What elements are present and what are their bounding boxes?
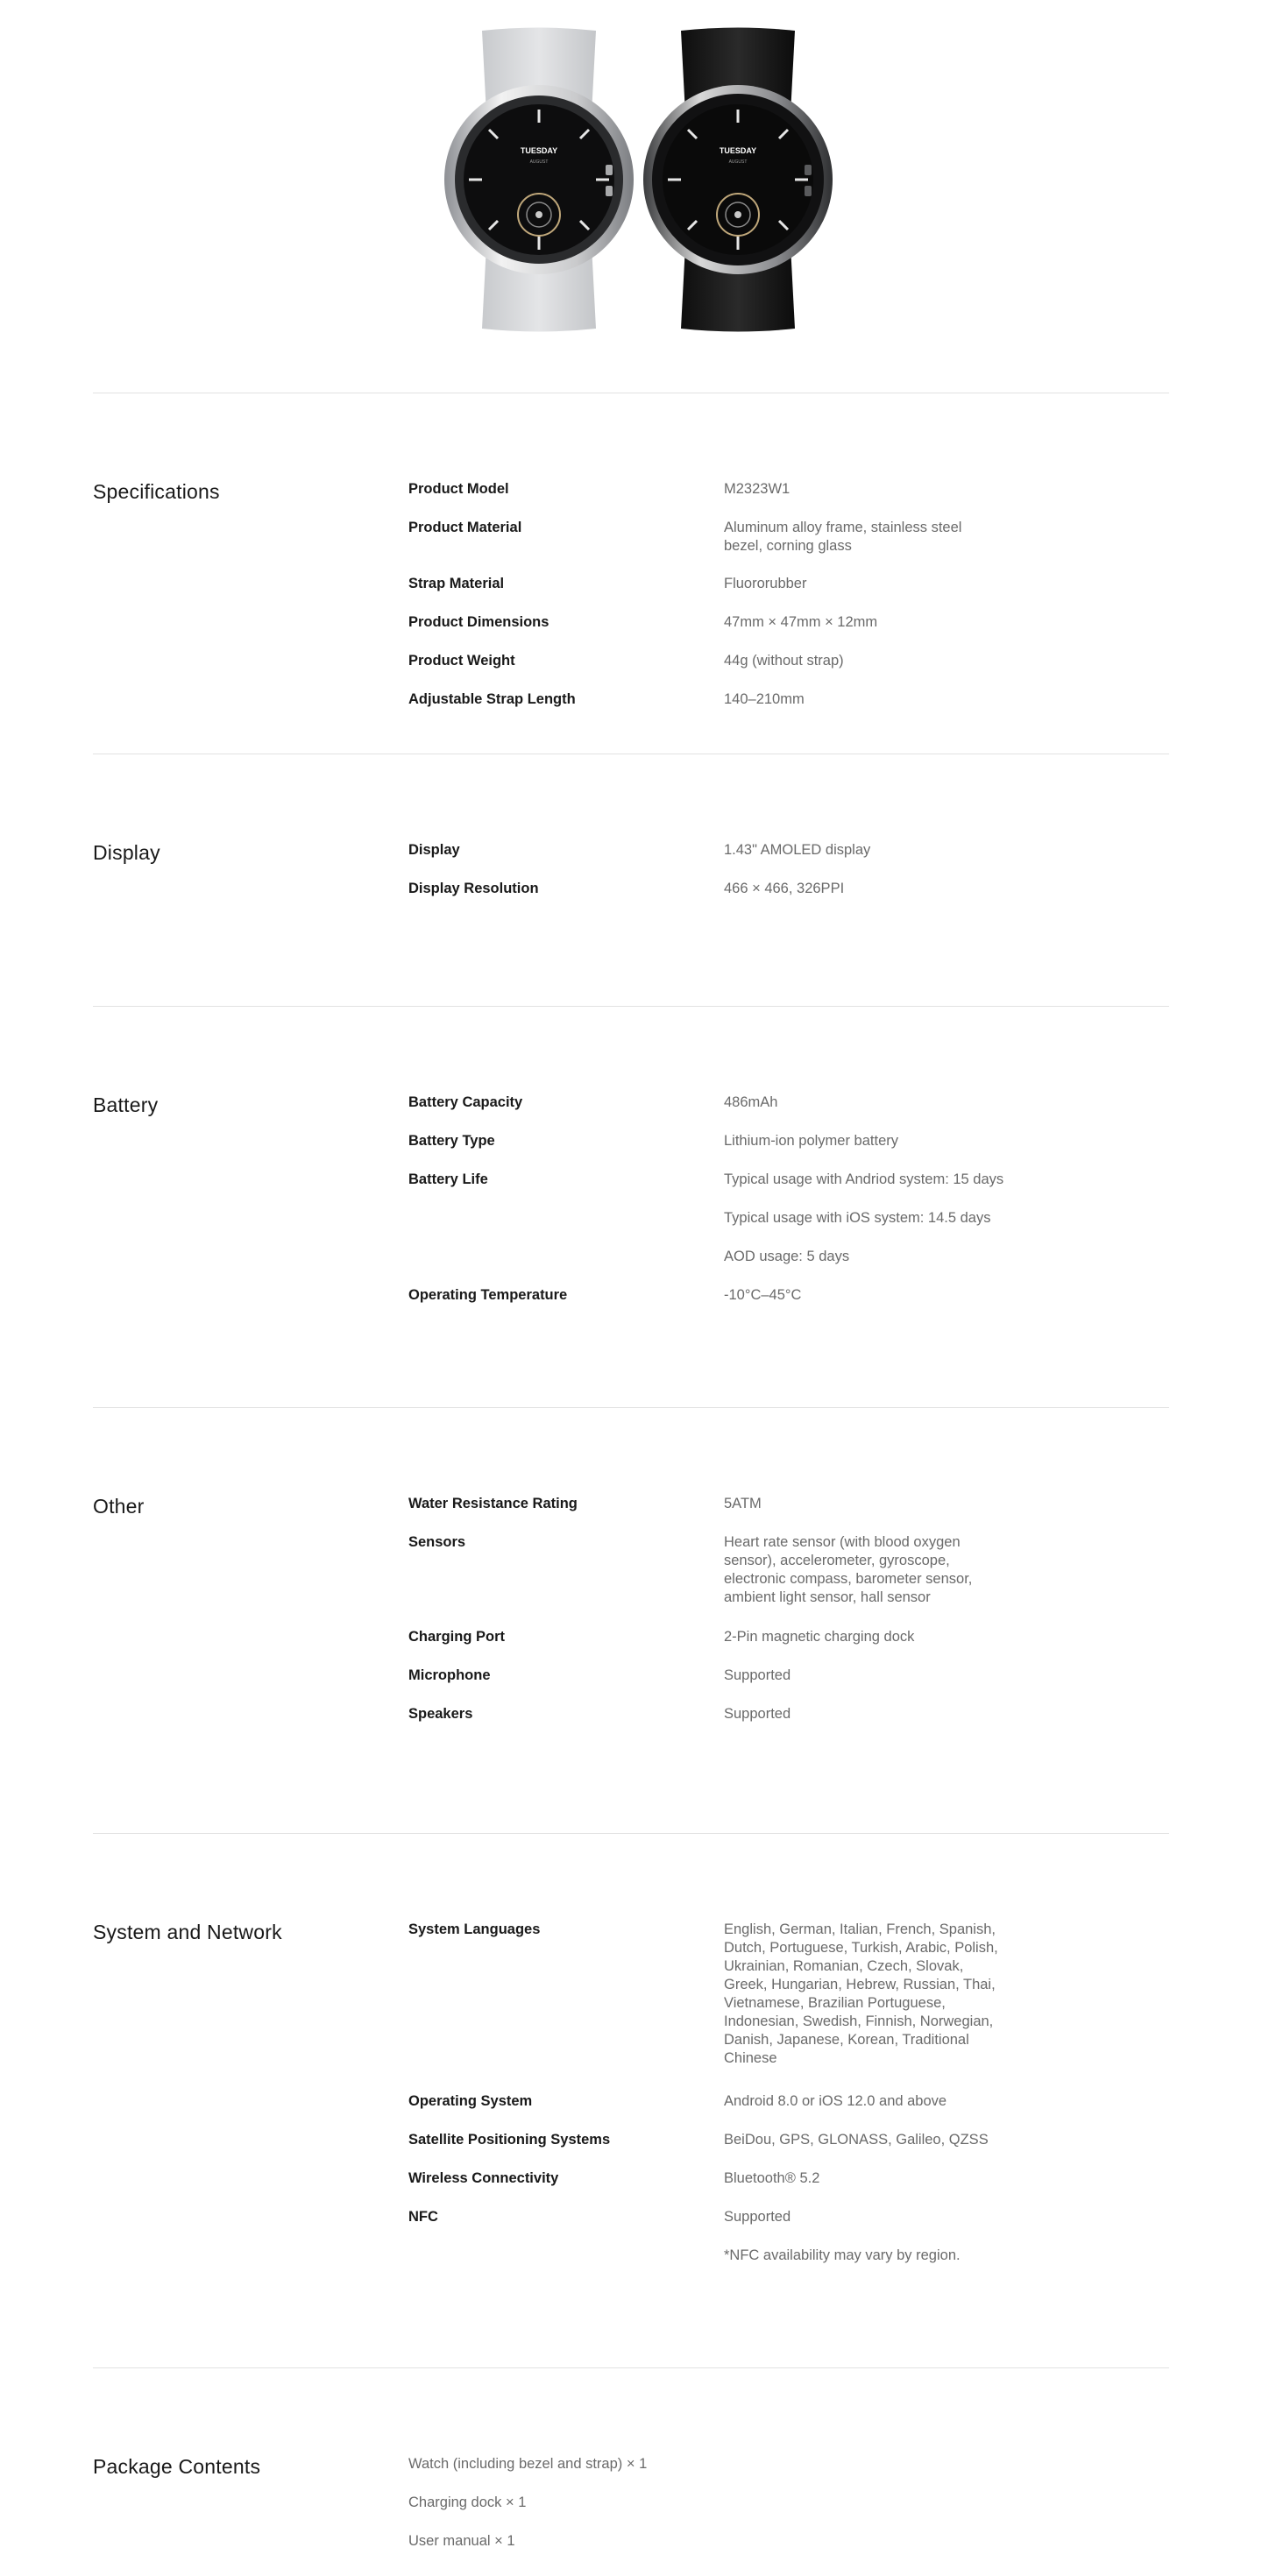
watch-month-text: AUGUST bbox=[728, 159, 748, 165]
spec-value: Bluetooth® 5.2 bbox=[724, 2170, 820, 2186]
spec-label: Display Resolution bbox=[408, 881, 539, 896]
spec-value: Supported bbox=[724, 2209, 791, 2225]
spec-label: Charging Port bbox=[408, 1629, 505, 1645]
spec-value: Typical usage with Andriod system: 15 days bbox=[724, 1171, 1004, 1187]
spec-label: Speakers bbox=[408, 1706, 473, 1722]
spec-value: Typical usage with iOS system: 14.5 days bbox=[724, 1210, 991, 1226]
spec-label: Adjustable Strap Length bbox=[408, 691, 576, 707]
spec-label: Satellite Positioning Systems bbox=[408, 2132, 611, 2148]
watch-day-text: TUESDAY bbox=[520, 146, 558, 155]
spec-value: BeiDou, GPS, GLONASS, Galileo, QZSS bbox=[724, 2132, 989, 2148]
spec-value: 140–210mm bbox=[724, 691, 805, 707]
spec-label: Wireless Connectivity bbox=[408, 2170, 559, 2186]
spec-value: -10°C–45°C bbox=[724, 1287, 802, 1303]
spec-value: English, German, Italian, French, Spanish, Dutch, Portuguese, Turkish, Arabic, Polish, Ukrainian, Romanian, Czech, Slovak, Greek, Hungarian, Hebrew, Russian, Thai, Vietnamese, Brazilian Portuguese, Indonesian, Swedish, Finnish, Norwegian, Danish, Japanese, Korean, Traditional Chinese bbox=[724, 1921, 998, 2066]
spec-label: Display bbox=[408, 842, 460, 858]
spec-value: Lithium-ion polymer battery bbox=[724, 1133, 898, 1149]
spec-value: AOD usage: 5 days bbox=[724, 1249, 850, 1264]
spec-label: NFC bbox=[408, 2209, 438, 2225]
spec-label: System Languages bbox=[408, 1921, 541, 1937]
package-item: Charging dock × 1 bbox=[408, 2495, 527, 2510]
section-divider bbox=[93, 1833, 1169, 1834]
spec-value: 466 × 466, 326PPI bbox=[724, 881, 845, 896]
spec-value: M2323W1 bbox=[724, 481, 791, 497]
black-watch-image bbox=[633, 26, 843, 333]
spec-value: 1.43" AMOLED display bbox=[724, 842, 871, 858]
spec-value: 47mm × 47mm × 12mm bbox=[724, 614, 878, 630]
spec-label: Battery Capacity bbox=[408, 1094, 523, 1110]
watch-day-text: TUESDAY bbox=[719, 146, 757, 155]
section-title: Specifications bbox=[93, 480, 220, 503]
spec-label: Product Model bbox=[408, 481, 509, 497]
spec-label: Product Material bbox=[408, 520, 522, 535]
section-divider bbox=[93, 2367, 1169, 2368]
section-divider bbox=[93, 1407, 1169, 1408]
section-title: Other bbox=[93, 1495, 145, 1518]
spec-value: 486mAh bbox=[724, 1094, 778, 1110]
package-item: User manual × 1 bbox=[408, 2533, 515, 2549]
spec-value: 44g (without strap) bbox=[724, 653, 844, 669]
spec-value: Supported bbox=[724, 1706, 791, 1722]
spec-label: Operating System bbox=[408, 2093, 533, 2109]
spec-value: Aluminum alloy frame, stainless steel bezel, corning glass bbox=[724, 520, 962, 554]
spec-value: Supported bbox=[724, 1667, 791, 1683]
watch-month-text: AUGUST bbox=[529, 159, 549, 165]
product-hero bbox=[0, 0, 1262, 394]
spec-value: Heart rate sensor (with blood oxygen sensor), accelerometer, gyroscope, electronic compass, barometer sensor, ambient light sensor, hall sensor bbox=[724, 1534, 973, 1605]
nfc-note: *NFC availability may vary by region. bbox=[724, 2247, 961, 2263]
spec-label: Sensors bbox=[408, 1534, 466, 1550]
section-title: Display bbox=[93, 841, 160, 864]
spec-label: Product Dimensions bbox=[408, 614, 549, 630]
spec-value: 2-Pin magnetic charging dock bbox=[724, 1629, 915, 1645]
spec-label: Battery Life bbox=[408, 1171, 488, 1187]
spec-label: Product Weight bbox=[408, 653, 515, 669]
spec-label: Operating Temperature bbox=[408, 1287, 568, 1303]
section-title: System and Network bbox=[93, 1921, 282, 1943]
spec-value: 5ATM bbox=[724, 1496, 762, 1511]
section-divider bbox=[93, 1006, 1169, 1007]
spec-label: Water Resistance Rating bbox=[408, 1496, 578, 1511]
package-item: Watch (including bezel and strap) × 1 bbox=[408, 2456, 648, 2472]
spec-label: Strap Material bbox=[408, 576, 505, 591]
spec-value: Android 8.0 or iOS 12.0 and above bbox=[724, 2093, 947, 2109]
spec-value: Fluororubber bbox=[724, 576, 807, 591]
spec-label: Battery Type bbox=[408, 1133, 495, 1149]
spec-label: Microphone bbox=[408, 1667, 491, 1683]
silver-watch-image bbox=[434, 26, 644, 333]
section-title: Package Contents bbox=[93, 2455, 261, 2478]
section-title: Battery bbox=[93, 1093, 159, 1116]
